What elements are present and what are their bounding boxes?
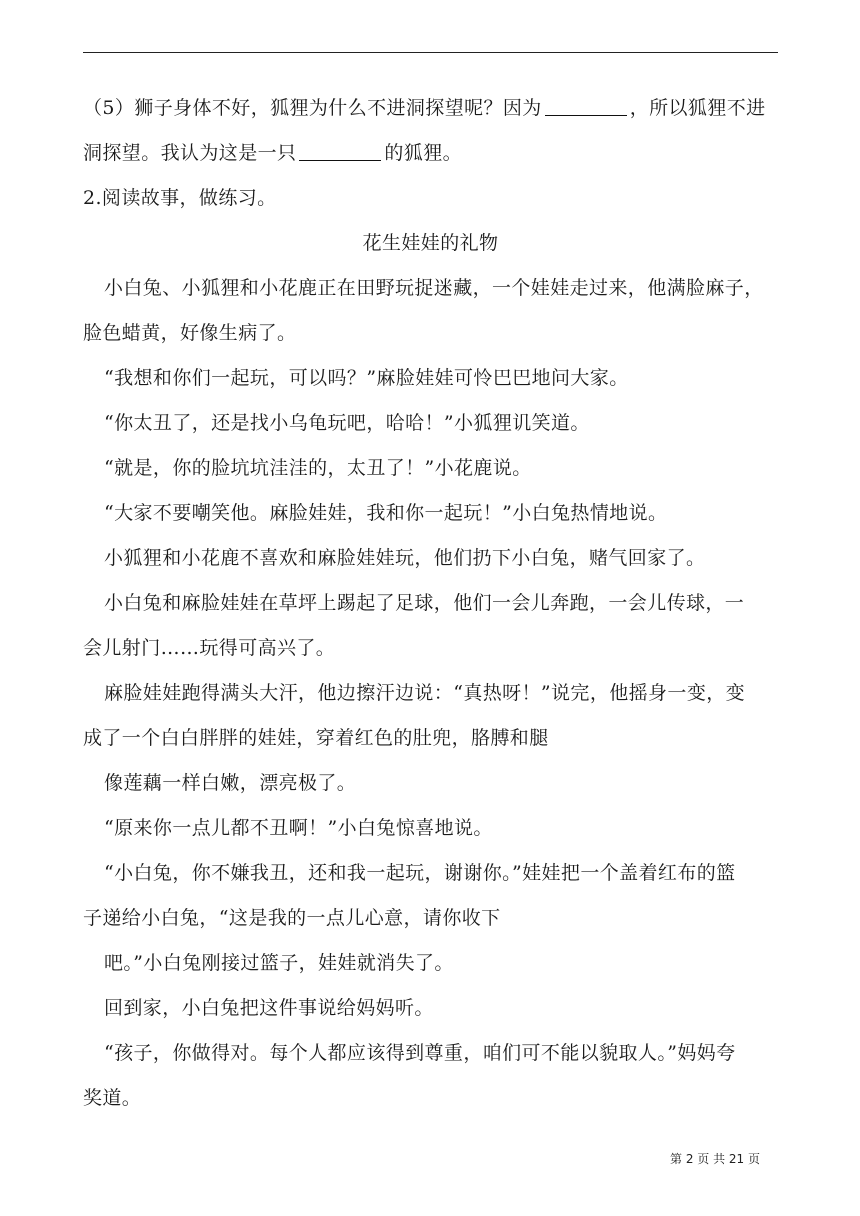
story-paragraph-cont: 奖道。: [83, 1087, 142, 1109]
question-text: 洞探望。我认为这是一只: [83, 142, 297, 164]
page-footer: 第 2 页 共 21 页: [670, 1152, 760, 1166]
question-5-line-1: [83, 86, 778, 131]
story-paragraph: 小白兔、小狐狸和小花鹿正在田野玩捉迷藏，一个娃娃走过来，他满脸麻子，: [104, 277, 764, 299]
question-2-heading: 2.阅读故事，做练习。: [83, 187, 277, 209]
question-5-line-2: [83, 131, 778, 176]
story-paragraph: “孩子，你做得对。每个人都应该得到尊重，咱们可不能以貌取人。”妈妈夸: [104, 1042, 736, 1064]
story-paragraph: “小白兔，你不嫌我丑，还和我一起玩，谢谢你。”娃娃把一个盖着红布的篮: [104, 862, 736, 884]
story-title: 花生娃娃的礼物: [362, 232, 499, 254]
answer-blank-1[interactable]: [545, 97, 627, 116]
document-body: [83, 86, 778, 1121]
story-paragraph-cont: 成了一个白白胖胖的娃娃，穿着红色的肚兜，胳膊和腿: [83, 727, 549, 749]
story-paragraph: 麻脸娃娃跑得满头大汗，他边擦汗边说：“真热呀！”说完，他摇身一变，变: [104, 682, 746, 704]
question-text: ，所以狐狸不进: [629, 97, 766, 119]
story-paragraph: 回到家，小白兔把这件事说给妈妈听。: [104, 997, 434, 1019]
question-text: （5）狮子身体不好，狐狸为什么不进洞探望呢？因为: [83, 97, 542, 119]
answer-blank-2[interactable]: [299, 142, 381, 161]
story-paragraph-cont: 会儿射门……玩得可高兴了。: [83, 637, 336, 659]
story-paragraph: “大家不要嘲笑他。麻脸娃娃，我和你一起玩！”小白兔热情地说。: [104, 502, 668, 524]
story-paragraph: “原来你一点儿都不丑啊！”小白兔惊喜地说。: [104, 817, 493, 839]
question-text: 的狐狸。: [384, 142, 463, 164]
story-paragraph: 小白兔和麻脸娃娃在草坪上踢起了足球，他们一会儿奔跑，一会儿传球，一: [104, 592, 745, 614]
header-rule: [83, 52, 778, 53]
story-paragraph: “你太丑了，还是找小乌龟玩吧，哈哈！”小狐狸讥笑道。: [104, 412, 590, 434]
story-paragraph-cont: 子递给小白兔，“这是我的一点儿心意，请你收下: [83, 907, 501, 929]
story-paragraph-cont: 像莲藕一样白嫩，漂亮极了。: [104, 772, 357, 794]
story-paragraph-cont: 吧。”小白兔刚接过篮子，娃娃就消失了。: [104, 952, 454, 974]
story-paragraph-cont: 脸色蜡黄，好像生病了。: [83, 322, 297, 344]
story-paragraph: 小狐狸和小花鹿不喜欢和麻脸娃娃玩，他们扔下小白兔，赌气回家了。: [104, 547, 706, 569]
story-paragraph: “就是，你的脸坑坑洼洼的，太丑了！”小花鹿说。: [104, 457, 532, 479]
story-paragraph: “我想和你们一起玩，可以吗？”麻脸娃娃可怜巴巴地问大家。: [104, 367, 629, 389]
